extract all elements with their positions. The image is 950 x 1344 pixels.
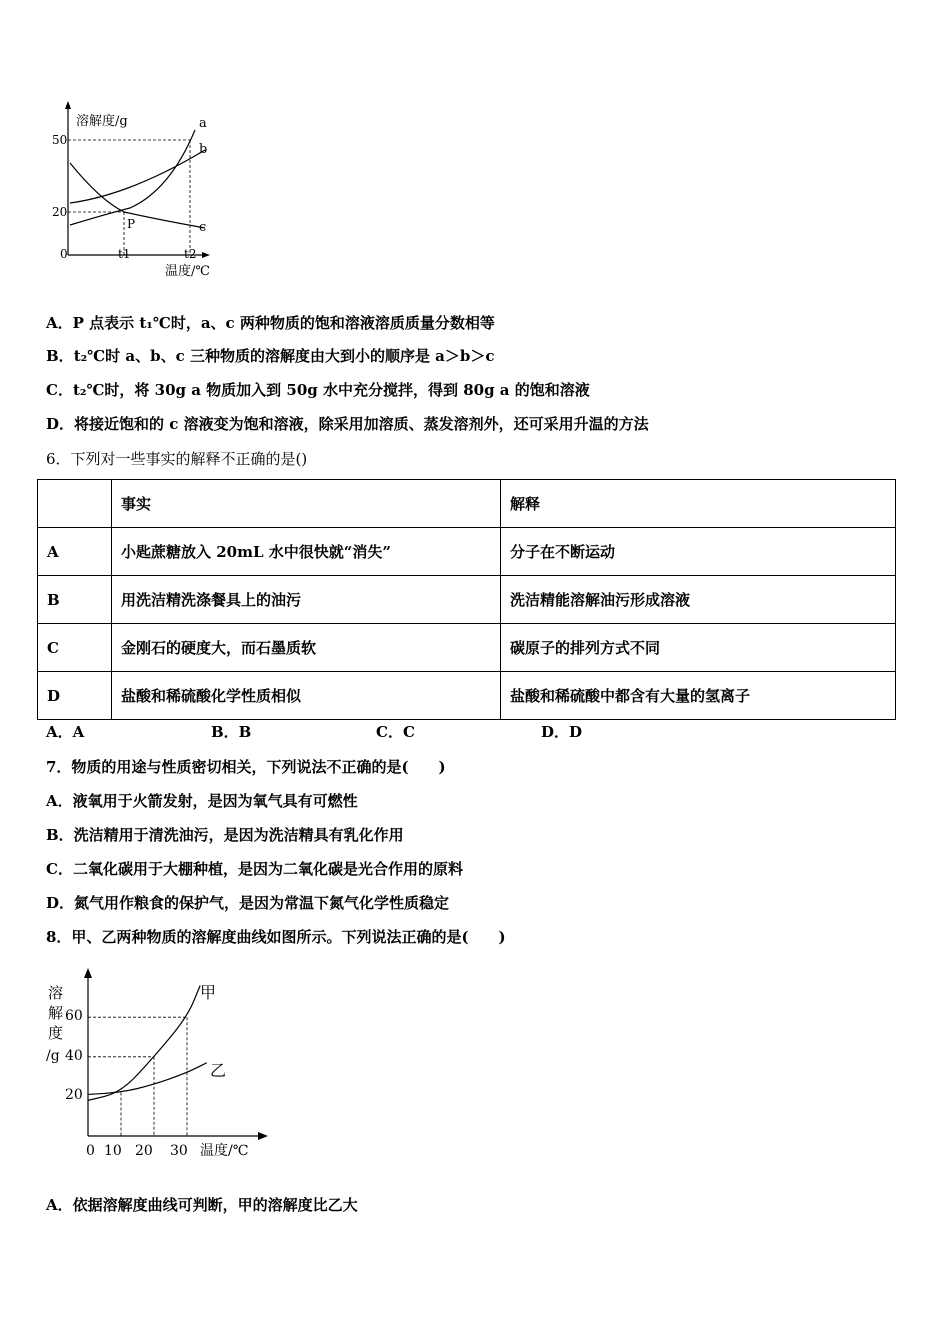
x-axis-arrow [258, 1132, 268, 1140]
y-tick-20: 20 [52, 205, 68, 219]
q7-option-b: B．洗洁精用于清洗油污，是因为洗洁精具有乳化作用 [46, 826, 404, 844]
solubility-chart-1 [40, 95, 230, 285]
x-tick-0: 0 [60, 247, 68, 261]
x-tick-t2: t2 [184, 247, 197, 261]
table-row [38, 528, 896, 576]
table-row [38, 624, 896, 672]
y-label-char: 解 [48, 1004, 64, 1022]
y-tick-60: 60 [65, 1008, 83, 1024]
q5-option-b: B．t₂℃时 a、b、c 三种物质的溶解度由大到小的顺序是 a＞b＞c [46, 347, 495, 365]
series-line-jia [88, 986, 200, 1101]
q6-stem: 6．下列对一些事实的解释不正确的是() [46, 450, 308, 468]
q5-option-d: D．将接近饱和的 c 溶液变为饱和溶液，除采用加溶质、蒸发溶剂外，还可采用升温的方法 [46, 415, 649, 433]
table-cell: 金刚石的硬度大，而石墨质软 [112, 624, 501, 672]
x-tick-0: 0 [86, 1143, 95, 1159]
x-tick-20: 20 [135, 1143, 153, 1159]
q8-option-a: A．依据溶解度曲线可判断，甲的溶解度比乙大 [46, 1196, 358, 1214]
table-cell: 盐酸和稀硫酸化学性质相似 [112, 672, 501, 720]
curve-c [70, 163, 205, 228]
y-axis-arrow [84, 968, 92, 978]
table-cell: 洗洁精能溶解油污形成溶液 [501, 576, 896, 624]
q6-choice-c: C．C [376, 723, 415, 741]
x-axis-arrow [202, 252, 210, 258]
y-axis-arrow [65, 101, 71, 109]
q7-option-d: D．氮气用作粮食的保护气，是因为常温下氮气化学性质稳定 [46, 894, 450, 912]
q6-choice-b: B．B [211, 723, 252, 741]
y-tick-20: 20 [65, 1087, 83, 1103]
y-axis-label: 溶解度/g [76, 114, 128, 129]
table-cell: 用洗洁精洗涤餐具上的油污 [112, 576, 501, 624]
table-cell: C [38, 624, 112, 672]
y-label-char: /g [46, 1048, 60, 1064]
q7-stem: 7．物质的用途与性质密切相关，下列说法不正确的是( ) [46, 758, 446, 776]
series-label-jia: 甲 [200, 983, 217, 1002]
series-line-yi [88, 1063, 207, 1095]
q6-choice-d: D．D [541, 723, 583, 741]
y-tick-50: 50 [52, 133, 68, 147]
y-tick-40: 40 [65, 1048, 83, 1064]
x-axis-label: 温度/℃ [200, 1143, 249, 1159]
table-header-cell: 解释 [501, 480, 896, 528]
curve-a [70, 130, 195, 225]
q7-option-c: C．二氧化碳用于大棚种植，是因为二氧化碳是光合作用的原料 [46, 860, 463, 878]
series-label-yi: 乙 [210, 1061, 227, 1080]
x-tick-t1: t1 [118, 247, 131, 261]
curve-b [70, 150, 205, 203]
curve-c-label: c [199, 220, 207, 235]
q5-option-a: A．P 点表示 t₁℃时，a、c 两种物质的饱和溶液溶质质量分数相等 [46, 314, 495, 332]
table-header-cell [38, 480, 112, 528]
curve-b-label: b [199, 142, 208, 157]
y-label-char: 溶 [48, 984, 64, 1002]
table-cell: 小匙蔗糖放入 20mL 水中很快就“消失” [112, 528, 501, 576]
y-label-char: 度 [48, 1024, 64, 1042]
q6-table [37, 479, 896, 720]
table-header-cell: 事实 [112, 480, 501, 528]
table-cell: 分子在不断运动 [501, 528, 896, 576]
q8-stem: 8．甲、乙两种物质的溶解度曲线如图所示。下列说法正确的是( ) [46, 928, 506, 946]
table-cell: D [38, 672, 112, 720]
table-cell: A [38, 528, 112, 576]
table-row [38, 672, 896, 720]
table-cell: 碳原子的排列方式不同 [501, 624, 896, 672]
x-tick-10: 10 [104, 1143, 122, 1159]
table-header-row [38, 480, 896, 528]
point-p-label: P [127, 217, 136, 231]
curve-a-label: a [199, 116, 207, 131]
table-cell: B [38, 576, 112, 624]
solubility-chart-2 [40, 960, 280, 1170]
table-cell: 盐酸和稀硫酸中都含有大量的氢离子 [501, 672, 896, 720]
q5-option-c: C．t₂℃时，将 30g a 物质加入到 50g 水中充分搅拌，得到 80g a 的饱和溶液 [46, 381, 590, 399]
table-row [38, 576, 896, 624]
q6-choice-a: A．A [46, 723, 85, 741]
q7-option-a: A．液氧用于火箭发射，是因为氧气具有可燃性 [46, 792, 358, 810]
x-axis-label: 温度/℃ [165, 264, 210, 279]
x-tick-30: 30 [170, 1143, 188, 1159]
